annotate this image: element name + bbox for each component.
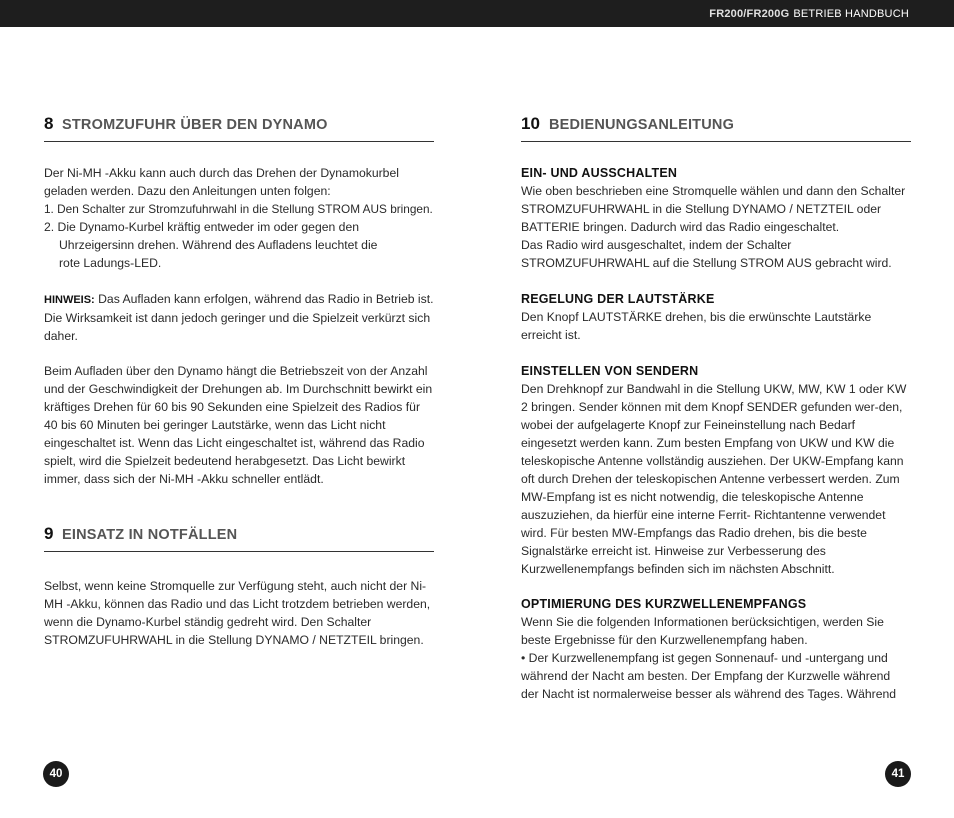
section-number: 9 [44,524,54,543]
subsection-power [521,164,911,272]
page-number-right: 41 [885,761,911,787]
paragraph-text: Beim Aufladen über den Dynamo hängt die Betriebszeit von der Anzahl und der Geschwindigkeit der Drehungen ab. Im Durchschnitt bewirkt ein kräftiges Drehen für 60 bis 90 Sekunden eine Spielzeit des Radios für 40 bis 60 Minuten bei geringer Lautstärke, wenn das Licht nicht eingeschaltet ist. Wenn das Licht eingeschaltet ist, während das Radio spielt, wird die Spielzeit bedeutend herabgesetzt. Das Licht bewirkt immer, dass sich der Ni-MH -Akku schneller entlädt. [44,364,433,486]
section-8-heading [44,111,434,142]
subsection-heading: REGELUNG DER LAUTSTÄRKE [521,292,715,306]
section-8-intro [44,164,434,272]
subsection-text: Wie oben beschrieben eine Stromquelle wählen und dann den Schalter STROMZUFUHRWAHL in die Stellung DYNAMO / NETZTEIL oder BATTERIE bringen. Dadurch wird das Radio eingeschaltet. [521,184,906,234]
emergency-paragraph [44,577,434,649]
section-title: BEDIENUNGSANLEITUNG [549,117,735,133]
subsection-text: Wenn Sie die folgenden Informationen berücksichtigen, werden Sie beste Ergebnisse für den Kurzwellenempfang haben. [521,615,884,647]
intro-line: geladen werden. Dazu den Anleitungen unten folgen: [44,184,331,198]
running-header [709,8,909,20]
section-number: 10 [521,114,540,133]
step-item: 1. Den Schalter zur Stromzufuhrwahl in die Stellung STROM AUS bringen. [44,202,433,216]
model-name: FR200/FR200G [709,8,790,20]
manual-title: BETRIEB HANDBUCH [793,8,909,20]
page-number-left: 40 [43,761,69,787]
step-item: 2. Die Dynamo-Kurbel kräftig entweder im oder gegen den Uhrzeigersinn drehen. Während des Aufladens leuchtet die rote Ladungs-LED. [44,220,378,270]
page-header-bar [0,0,954,27]
section-title: STROMZUFUHR ÜBER DEN DYNAMO [62,117,328,133]
intro-line: Der Ni-MH -Akku kann auch durch das Drehen der Dynamokurbel [44,166,399,180]
subsection-text: Das Radio wird ausgeschaltet, indem der Schalter STROMZUFUHRWAHL auf die Stellung STROM AUS gebracht wird. [521,238,892,270]
dynamo-runtime-paragraph [44,362,434,488]
section-number: 8 [44,114,54,133]
subsection-heading: EIN- UND AUSSCHALTEN [521,166,678,180]
note-paragraph [44,290,434,345]
subsection-tuning [521,362,911,578]
note-text: Das Aufladen kann erfolgen, während das Radio in Betrieb ist. Die Wirksamkeit ist dann jedoch geringer und die Spielzeit verkürzt sich daher. [44,292,434,343]
subsection-heading: EINSTELLEN VON SENDERN [521,364,699,378]
subsection-heading: OPTIMIERUNG DES KURZWELLENEMPFANGS [521,597,807,611]
section-title: EINSATZ IN NOTFÄLLEN [62,527,238,543]
subsection-volume [521,290,911,344]
note-label: HINWEIS: [44,294,95,306]
subsection-text: Den Knopf LAUTSTÄRKE drehen, bis die erwünschte Lautstärke erreicht ist. [521,310,872,342]
section-10-heading [521,111,911,142]
section-9-heading [44,521,434,552]
subsection-text: Den Drehknopf zur Bandwahl in die Stellung UKW, MW, KW 1 oder KW 2 bringen. Sender können mit dem Knopf SENDER gefunden wer-den, wobei der aufgelagerte Knopf zur Feineinstellung nach Bedarf eingesetzt werden kann. Zum besten Empfang von UKW und KW die teleskopische Antenne vollständig ausziehen. Der UKW-Empfang kann oft durch Drehen der teleskopischen Antenne verbessert werden. Zum MW-Empfang ist es nicht notwendig, die teleskopische Antenne auszuziehen, da hierfür eine interne Ferrit- Richtantenne verwendet wird. Für besten MW-Empfangs das Radio drehen, bis die beste Signalstärke erreicht ist. Hinweise zur Verbesserung des Kurzwellenempfangs befinden sich im nächsten Abschnitt. [521,382,907,576]
bullet-item: • Der Kurzwellenempfang ist gegen Sonnenauf- und -untergang und während der Nacht am besten. Der Empfang der Kurzwelle während der Nacht ist normalerweise besser als während des Tages. Während [521,651,897,701]
paragraph-text: Selbst, wenn keine Stromquelle zur Verfügung steht, auch nicht der Ni-MH -Akku, können das Radio und das Licht trotzdem betrieben werden, wenn die Dynamo-Kurbel ständig gedreht wird. Den Schalter STROMZUFUHRWAHL in die Stellung DYNAMO / NETZTEIL bringen. [44,579,431,647]
subsection-shortwave [521,595,911,703]
